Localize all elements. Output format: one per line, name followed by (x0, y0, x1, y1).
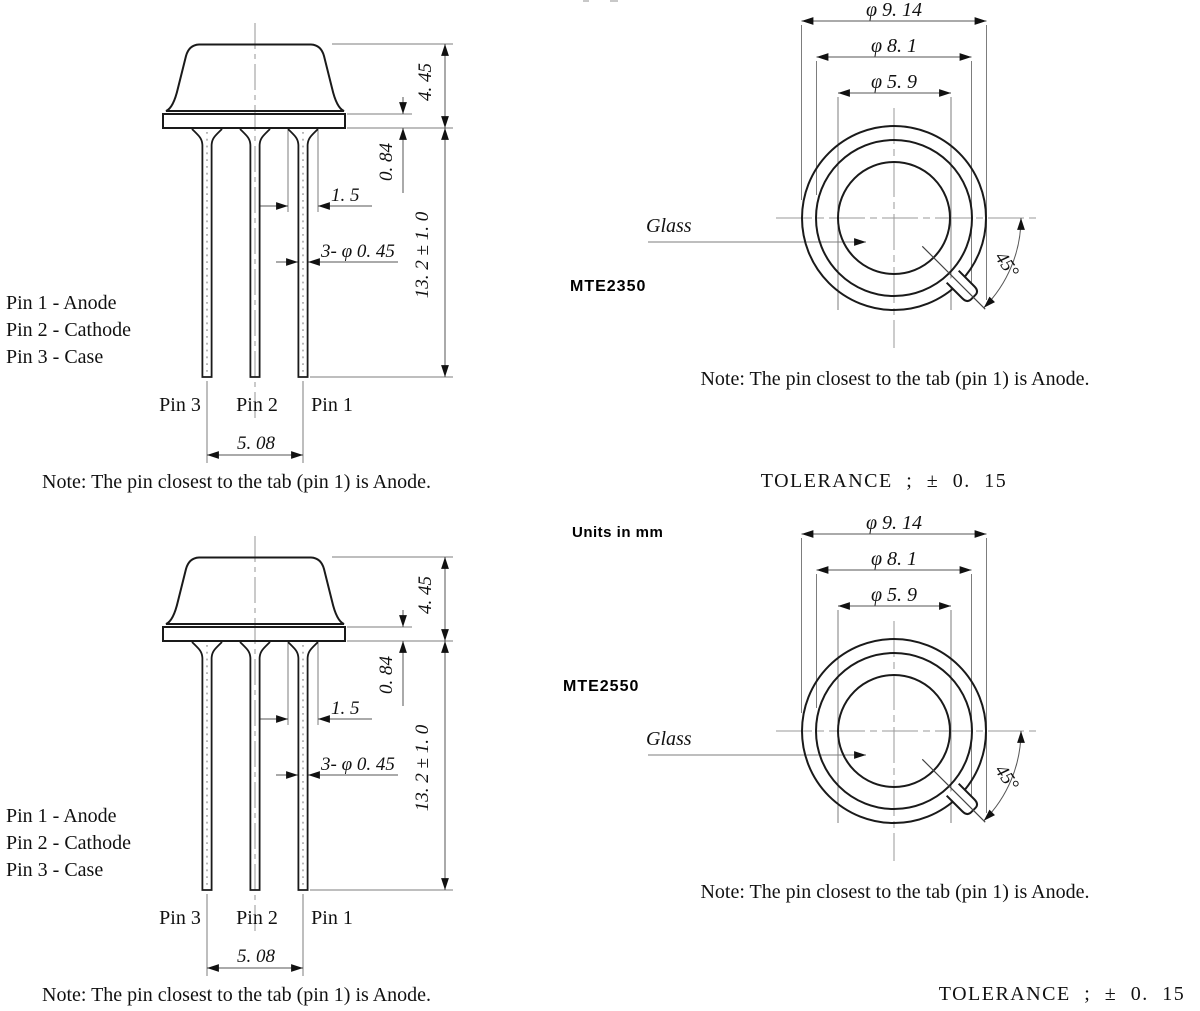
top-view-note: Note: The pin closest to the tab (pin 1) is Anode. (700, 368, 1090, 390)
flange-outline (163, 114, 345, 128)
package-side-view-drawing-bottom (6, 536, 453, 1006)
dim-lead-dia: 3- φ 0. 45 (321, 241, 395, 262)
dim-flange-dia: φ 8. 1 (870, 35, 918, 57)
dim-cap-height: 4. 45 (415, 63, 436, 101)
model-label-mte2550: MTE2550 (563, 678, 640, 695)
pin-function-case: Pin 3 - Case (6, 346, 104, 368)
pin3-label: Pin 3 (159, 394, 201, 416)
dim-seal-dia: 1. 5 (331, 185, 360, 206)
tolerance-note-top: TOLERANCE ; ± 0. 15 (760, 470, 1008, 492)
side-view-note: Note: The pin closest to the tab (pin 1) is Anode. (42, 471, 432, 493)
dim-glass-dia: φ 5. 9 (870, 71, 918, 93)
pin-function-anode: Pin 1 - Anode (6, 292, 117, 314)
pin2-label: Pin 2 (236, 394, 278, 416)
dim-flange-thickness: 0. 84 (376, 143, 397, 181)
crosshair-centerlines (776, 108, 1038, 348)
units-label: Units in mm (572, 524, 664, 541)
model-label-mte2350: MTE2350 (570, 278, 647, 295)
package-top-view-drawing (646, 0, 1090, 390)
glass-label: Glass (646, 215, 692, 237)
tolerance-note-bottom: TOLERANCE ; ± 0. 15 (938, 983, 1186, 1005)
package-side-view-drawing (6, 23, 453, 493)
dim-pin-span: 5. 08 (237, 433, 275, 454)
pin-function-cathode: Pin 2 - Cathode (6, 319, 131, 341)
top-edge-artifact (583, 0, 618, 2)
pin1-label: Pin 1 (311, 394, 353, 416)
dim-lead-length: 13. 2 ± 1. 0 (412, 211, 433, 299)
dim-outer-dia: φ 9. 14 (865, 0, 923, 21)
package-top-view-drawing-bottom (646, 512, 1090, 903)
dim-tab-angle: 45° (990, 247, 1023, 282)
